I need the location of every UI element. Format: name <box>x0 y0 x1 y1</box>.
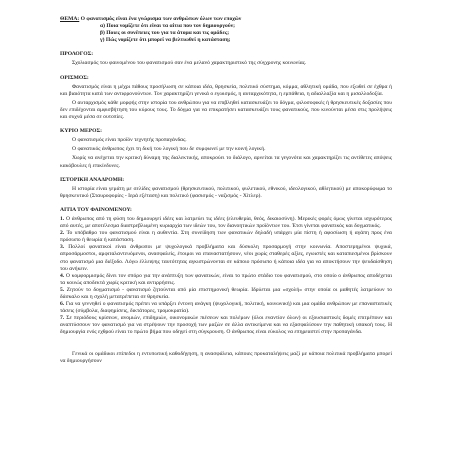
cause-text: Για να γεννηθεί ο φανατισμός πρέπει να υπάρξει έντονη ανάγκη (ψυχολογική, πολιτική, κοινωνική) και μια ομάδα ανθρώπων με επαναστατικές τάσεις (σύμβολα, διαφημίσεις, δικτάτορες, τρομοκρατία). <box>60 301 393 315</box>
cause-number: 7. <box>60 315 65 322</box>
cause-text: Σε περιόδους κρίσεων, ανομιών, επιδημιών, οικονομικών πιέσεων και πολέμων (όλοι εναντίον όλων) οι εξουσιαστικές δομές επιτρέπουν και αναπτύσσουν τον φανατισμό για να στρέψουν την προσοχή των μαζών σε άλλα αντικείμενα και να εξασφαλίσουν την παθητική υπακοή τους. Η δημιουργία ενός εχθρού είναι το πρώτο βήμα που οδηγεί στη σύγκρουση. Ο άνθρωπος είναι εύκολος να επηρεαστεί στην προπαγάνδα. <box>60 315 392 336</box>
history-paragraph: Η ιστορία είναι γεμάτη με σελίδες φανατισμού (θρησκευτικού, πολιτικού, φυλετικού, εθνικού, ιδεολογικού, αθλητικού) με αποκορύφωμα το θρησκευτικό (Σταυροφορίες - Ιερά εξέταση) και πολιτικό (φασισμός - ναζισμός - Χίτλερ). <box>60 185 392 199</box>
main-part-paragraph: Ο φανατικός άνθρωπος έχει τη δική του λογική που δε συμφωνεί με την κοινή λογική. <box>72 146 266 153</box>
theme-question-b: β) Ποιες οι συνέπειες του για τα άτομα και τις ομάδες; <box>100 30 230 37</box>
conclusion-paragraph: Γενικά οι ομάδικοι επίπεδοι η εντυπωτική καθοδήγηση, η ανασφάλεια, κάποιες προκαταλήψεις μαζί με κάποια πολιτικά προβλήματα μπορεί να δημιουργήσουν <box>60 350 392 364</box>
cause-number: 5. <box>60 286 65 293</box>
main-part-paragraph: Χωρίς να ανέχεται την κριτική δύναμη της διαλεκτικής, αποκρούει το διάλογο, αρνείται τα γεγονότα και χαρακτηρίζει τις αντίθετες απόψεις κακόβουλες ή επικίνδυνες. <box>60 155 392 169</box>
history-heading: ΙΣΤΟΡΙΚΗ ΑΝΑΔΡΟΜΗ: <box>60 176 125 183</box>
cause-item <box>60 273 392 287</box>
cause-item <box>60 315 392 336</box>
definition-paragraph: Ο αυταρχισμός κάθε μορφής στην ιστορία του ανθρώπου για να επιβληθεί κατασκευάζει το δόγμα, φιλοσοφικές ή θρησκευτικές δοξασίες που δεν επιδέχονται αμφισβήτηση του κύρους τους. Το δόγμα για να επικρατήσει κατασκευάζει τους φανατικούς, που κινούνται μέσα στις προλήψεις και συχνά μέσα σε ουτοπίες. <box>60 99 392 121</box>
cause-item <box>60 216 392 230</box>
prologue-paragraph: Σχολιασμός του φαινομένου του φανατισμού σαν ένα μελανό χαρακτηριστικό της σύγχρονης κοινωνίας. <box>72 60 307 67</box>
cause-item <box>60 230 392 244</box>
cause-number: 6. <box>60 301 65 308</box>
cause-item <box>60 301 392 315</box>
cause-text: Ζητούν το δογματισμό - φανατισμό ζητούνται από μία επιστημονική θεωρία. Ιδρύεται μια «σχολή» στην οποία οι μαθητές λατρεύουν το δάσκαλο και η σχολή μετατρέπεται σε θρησκεία. <box>60 286 392 300</box>
definition-paragraph: Φανατισμός είναι η μέχρι πάθους προσήλωση σε κάποια ιδέα, θρησκεία, πολιτικό σύστημα, κόμμα, αθλητική ομάδα, που εξωθεί σε έχθρα ή και βιαιότητα κατά των αντιφρονούντων. Τον χαρακτηρίζει γενικά ο εγωισμός, η αυταρχικότητα, η εμπάθεια, η αδιαλλαξία και η μισαλλοδοξία. <box>60 83 392 97</box>
cause-text: Ο άνθρωπος από τη φύση του δημιουργεί ιδέες και λατρεύει τις ιδέες (ελευθερία, θεός, δικαιοσύνη). Μερικές φορές όμως γίνεται ισχυρότερος από αυτές, με αποτέλεσμα διαστρεβλωμένη κυριαρχία των ιδεών του, τον διανοητικών προϊόντων του. Έτσι γίνεται φανατικός και δογματικός. <box>60 215 393 230</box>
definition-heading: ΟΡΙΣΜΟΣ: <box>60 74 89 81</box>
theme-label: ΘΕΜΑ: <box>60 16 80 22</box>
cause-text: Το υπόβαθρο του φανατισμού είναι η αυθεντία. Στη συνείδηση των φανατικών δηλαδή υπάρχει μία πίστη ή αφοσίωση ή αγάπη προς ένα πρόσωπο ή θεωρία ή κατάσταση. <box>60 230 392 244</box>
cause-text: Πολλοί φανατικοί είναι άνθρωποι με ψυχολογικά προβλήματα και δύσκολη προσαρμογή στην κοινωνία. Αποστερημένοι ψυχικά, απροσάρμοστοι, αμφιταλαντευόμενοι, ανασφαλείς, έτοιμοι να επαναστατήσουν, νέοι χωρίς σταθερές αξίες, εγωιστές και καταπιεσμένοι βρίσκουν στο φανατισμό μια διέξοδο. Λόγω έλλειψης ταυτότητας αγκιστρώνονται σε κάποιο πρόσωπο ή κάποια ιδέα για να αποκτήσουν την ψευδαίσθηση του ανήκειν. <box>60 244 392 272</box>
theme-question-a: α) Ποια νομίζετε ότι είναι τα αίτια που τον δημιουργούν; <box>100 23 236 30</box>
cause-item <box>60 287 392 301</box>
cause-text: Ο κομφορμισμός δίνει τον σπόρο για την ανάπτυξη των φανατικών, είναι το πρώτο στάδιο του φανατισμού, στο οποίο ο άνθρωπος αποδέχεται τα κοινώς αποδεκτά χωρίς κριτική και αντιρρήσεις. <box>60 272 392 286</box>
causes-heading: ΑΙΤΙΑ ΤΟΥ ΦΑΙΝΟΜΕΝΟΥ: <box>60 206 132 213</box>
cause-number: 3. <box>60 244 65 251</box>
cause-number: 2. <box>60 230 65 237</box>
main-part-paragraph: Ο φανατισμός είναι προϊόν τεχνητής προπαγάνδας. <box>72 137 187 144</box>
cause-number: 1. <box>60 215 65 222</box>
theme-block <box>60 16 392 44</box>
theme-statement: Ο φανατισμός είναι ένα γνώρισμα των ανθρώπων όλων των εποχών <box>80 16 242 22</box>
prologue-heading: ΠΡΟΛΟΓΟΣ: <box>60 51 94 58</box>
cause-number: 4. <box>60 272 65 279</box>
theme-question-c: γ) Πώς νομίζετε ότι μπορεί να βελτιωθεί η κατάσταση; <box>100 37 231 44</box>
cause-item <box>60 244 392 272</box>
main-part-heading: ΚΥΡΙΟ ΜΕΡΟΣ: <box>60 128 103 135</box>
